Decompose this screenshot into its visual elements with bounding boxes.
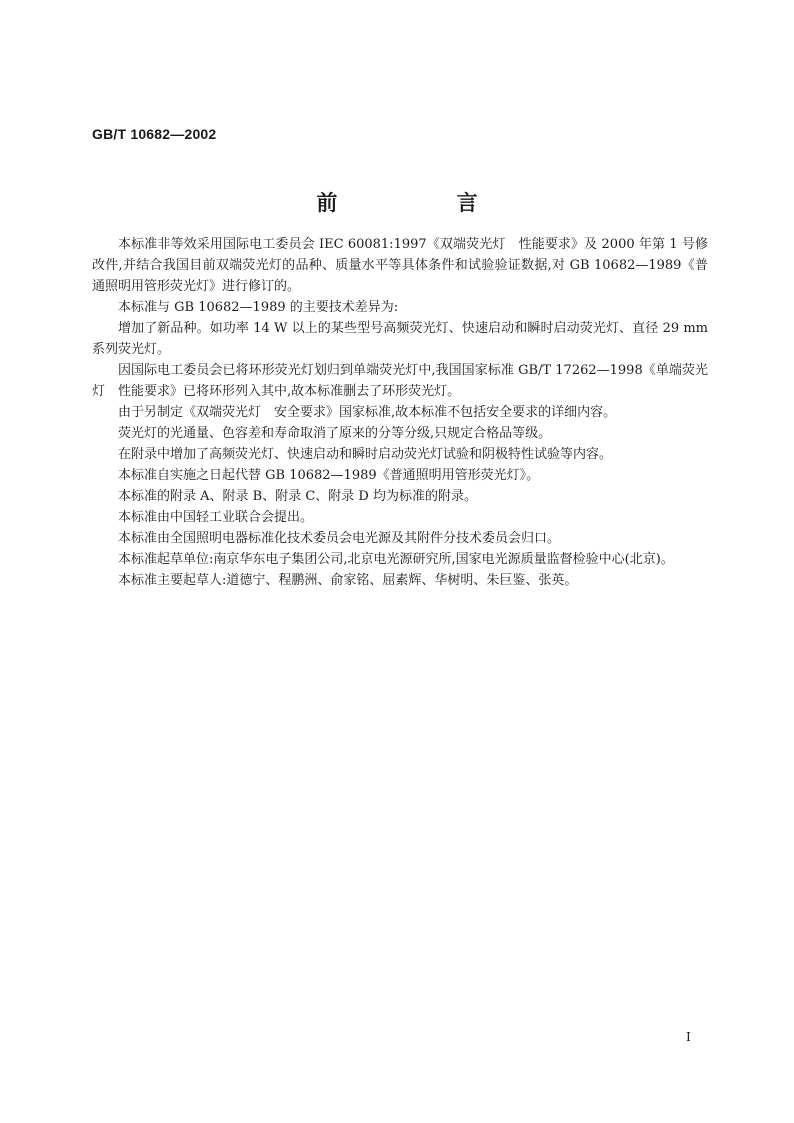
paragraph-administered-by: 本标准由全国照明电器标准化技术委员会电光源及其附件分技术委员会归口。 (118, 531, 561, 546)
paragraph-proposed-by: 本标准由中国轻工业联合会提出。 (118, 510, 314, 525)
paragraph-drafting-units: 本标准起草单位:南京华东电子集团公司,北京电光源研究所,国家电光源质量监督检验中心(北京)。 (118, 552, 674, 567)
standard-code: GB/T 10682—2002 (92, 126, 217, 142)
paragraph-adoption: 本标准非等效采用国际电工委员会 IEC 60081:1997《双端荧光灯 性能要求》及 2000 年第 1 号修改件,并结合我国目前双端荧光灯的品种、质量水平等具体条件和试验验证数据,对 GB 10682—1989《普通照明用管形荧光灯》进行修订的。 (92, 237, 708, 294)
paragraph-annex-additions: 在附录中增加了高频荧光灯、快速启动和瞬时启动荧光灯试验和阴极特性试验等内容。 (118, 447, 613, 462)
paragraph-safety: 由于另制定《双端荧光灯 安全要求》国家标准,故本标准不包括安全要求的详细内容。 (118, 405, 617, 420)
paragraph-differences-intro: 本标准与 GB 10682—1989 的主要技术差异为: (118, 300, 399, 315)
paragraph-replaces: 本标准自实施之日起代替 GB 10682—1989《普通照明用管形荧光灯》。 (118, 468, 540, 483)
paragraph-new-varieties: 增加了新品种。如功率 14 W 以上的某些型号高频荧光灯、快速启动和瞬时启动荧光灯、直径 29 mm系列荧光灯。 (92, 321, 708, 357)
page-title: 前 言 (316, 191, 534, 215)
paragraph-grading: 荧光灯的光通量、色容差和寿命取消了原来的分等分级,只规定合格品等级。 (118, 426, 552, 441)
page-number: I (686, 1030, 691, 1044)
paragraph-drafters: 本标准主要起草人:道德宁、程鹏洲、俞家铭、屈素辉、华树明、朱巨鉴、张英。 (118, 573, 578, 588)
paragraph-circular-lamps: 因国际电工委员会已将环形荧光灯划归到单端荧光灯中,我国国家标准 GB/T 17262—1998《单端荧光灯 性能要求》已将环形列入其中,故本标准删去了环形荧光灯。 (92, 363, 708, 399)
paragraph-annexes: 本标准的附录 A、附录 B、附录 C、附录 D 均为标准的附录。 (118, 489, 477, 504)
foreword-body (92, 234, 708, 591)
